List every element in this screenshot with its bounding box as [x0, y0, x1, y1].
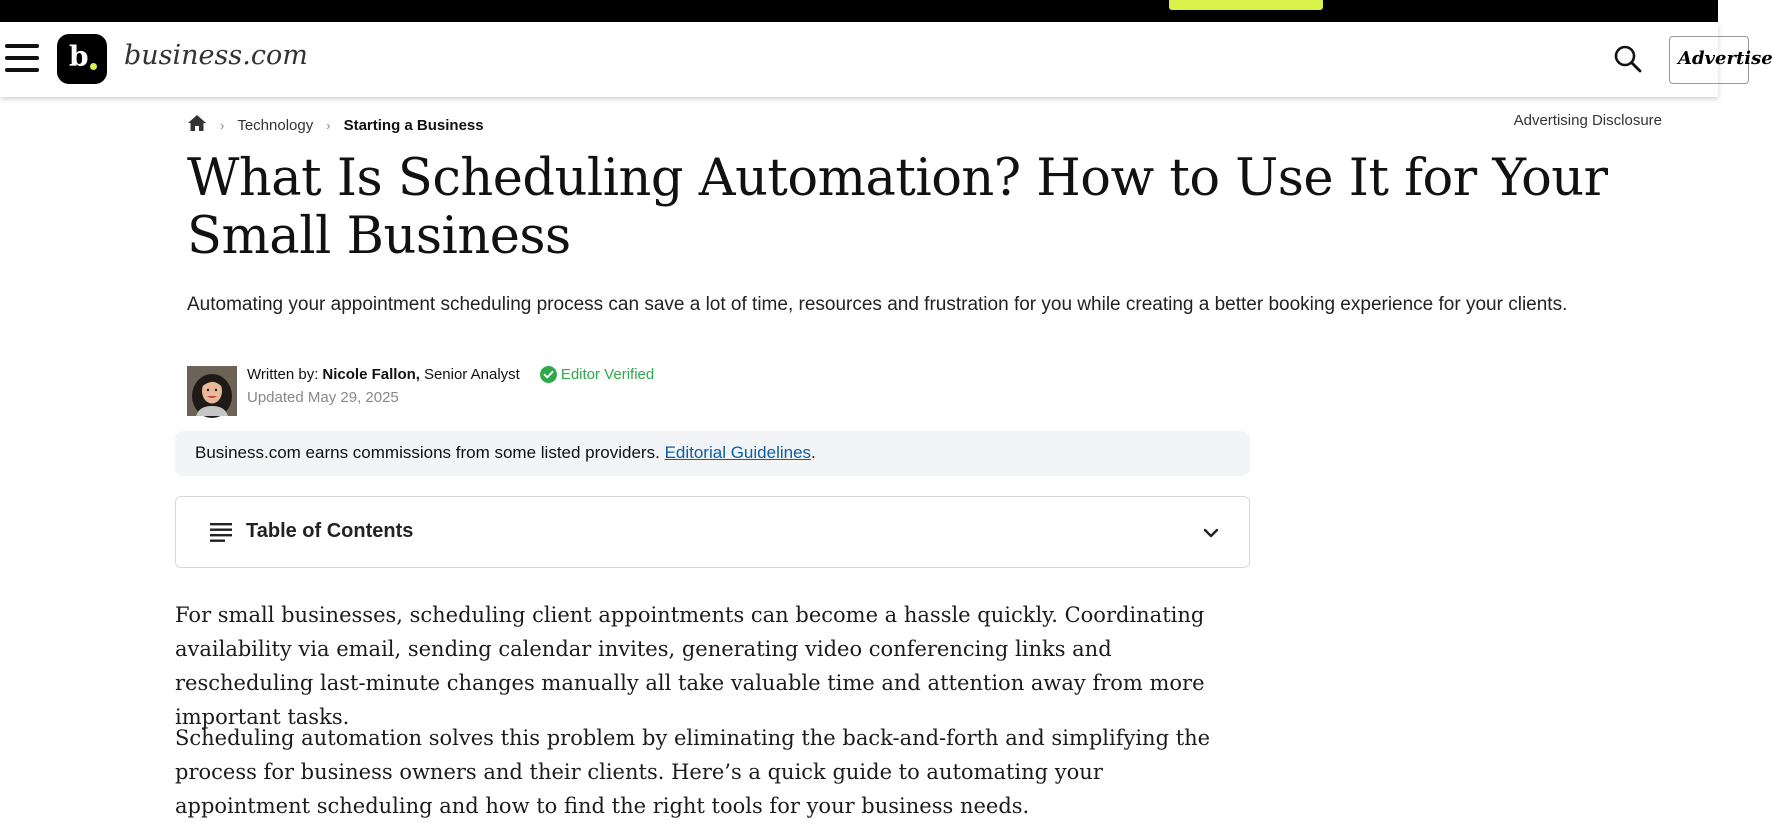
toc-label: Table of Contents: [246, 520, 414, 542]
commission-notice: [175, 431, 1250, 476]
site-name[interactable]: business.com: [124, 40, 308, 71]
editor-verified-label: Editor Verified: [560, 366, 655, 383]
article-title: What Is Scheduling Automation? How to Use It for Your Small Business: [187, 149, 1608, 266]
top-bar: [0, 0, 1718, 22]
article-paragraph: Scheduling automation solves this problem by eliminating the back-and-forth and simplifying the process for business owners and their clients. Here’s a quick guide to automating your appointment scheduling and how to find the right tools for your business needs.: [175, 726, 1211, 818]
article-subtitle: Automating your appointment scheduling process can save a lot of time, resources and frustration for you while creating a better booking experience for your clients.: [187, 294, 1568, 315]
author-name[interactable]: Nicole Fallon,: [322, 366, 420, 383]
breadcrumb: [187, 114, 484, 136]
editorial-guidelines-link[interactable]: Editorial Guidelines: [664, 443, 812, 462]
commission-suffix: .: [811, 443, 816, 462]
logo-mark[interactable]: [57, 34, 107, 84]
chevron-down-icon[interactable]: [1203, 525, 1219, 543]
author-avatar[interactable]: [187, 366, 237, 416]
editor-verified-badge[interactable]: [540, 366, 654, 383]
logo-letter: b: [69, 40, 89, 73]
breadcrumb-separator: ›: [326, 117, 331, 133]
updated-date: Updated May 29, 2025: [247, 389, 399, 406]
advertising-disclosure-link[interactable]: Advertising Disclosure: [1513, 112, 1662, 129]
list-icon: [210, 523, 232, 547]
article-paragraph: For small businesses, scheduling client appointments can become a hassle quickly. Coordinating availability via email, sending calendar invites, generating video conferencing links and rescheduling last-minute changes manually all take valuable time and attention away from more important tasks.: [175, 603, 1205, 729]
breadcrumb-starting-a-business[interactable]: Starting a Business: [343, 116, 484, 134]
byline: [247, 366, 654, 383]
home-icon[interactable]: [187, 114, 207, 136]
byline-prefix: Written by:: [247, 366, 319, 383]
promo-tab[interactable]: [1169, 0, 1323, 10]
breadcrumb-technology[interactable]: Technology: [237, 116, 314, 134]
advertise-button[interactable]: Advertise: [1669, 36, 1749, 84]
logo-dot: [90, 63, 97, 70]
menu-icon[interactable]: [5, 44, 39, 72]
author-role: Senior Analyst: [423, 366, 520, 383]
check-circle-icon: [540, 366, 557, 383]
breadcrumb-separator: ›: [220, 117, 225, 133]
search-icon[interactable]: [1613, 44, 1643, 74]
commission-text: Business.com earns commissions from some listed providers.: [195, 443, 660, 462]
site-header: [0, 22, 1773, 97]
table-of-contents[interactable]: [175, 496, 1250, 568]
